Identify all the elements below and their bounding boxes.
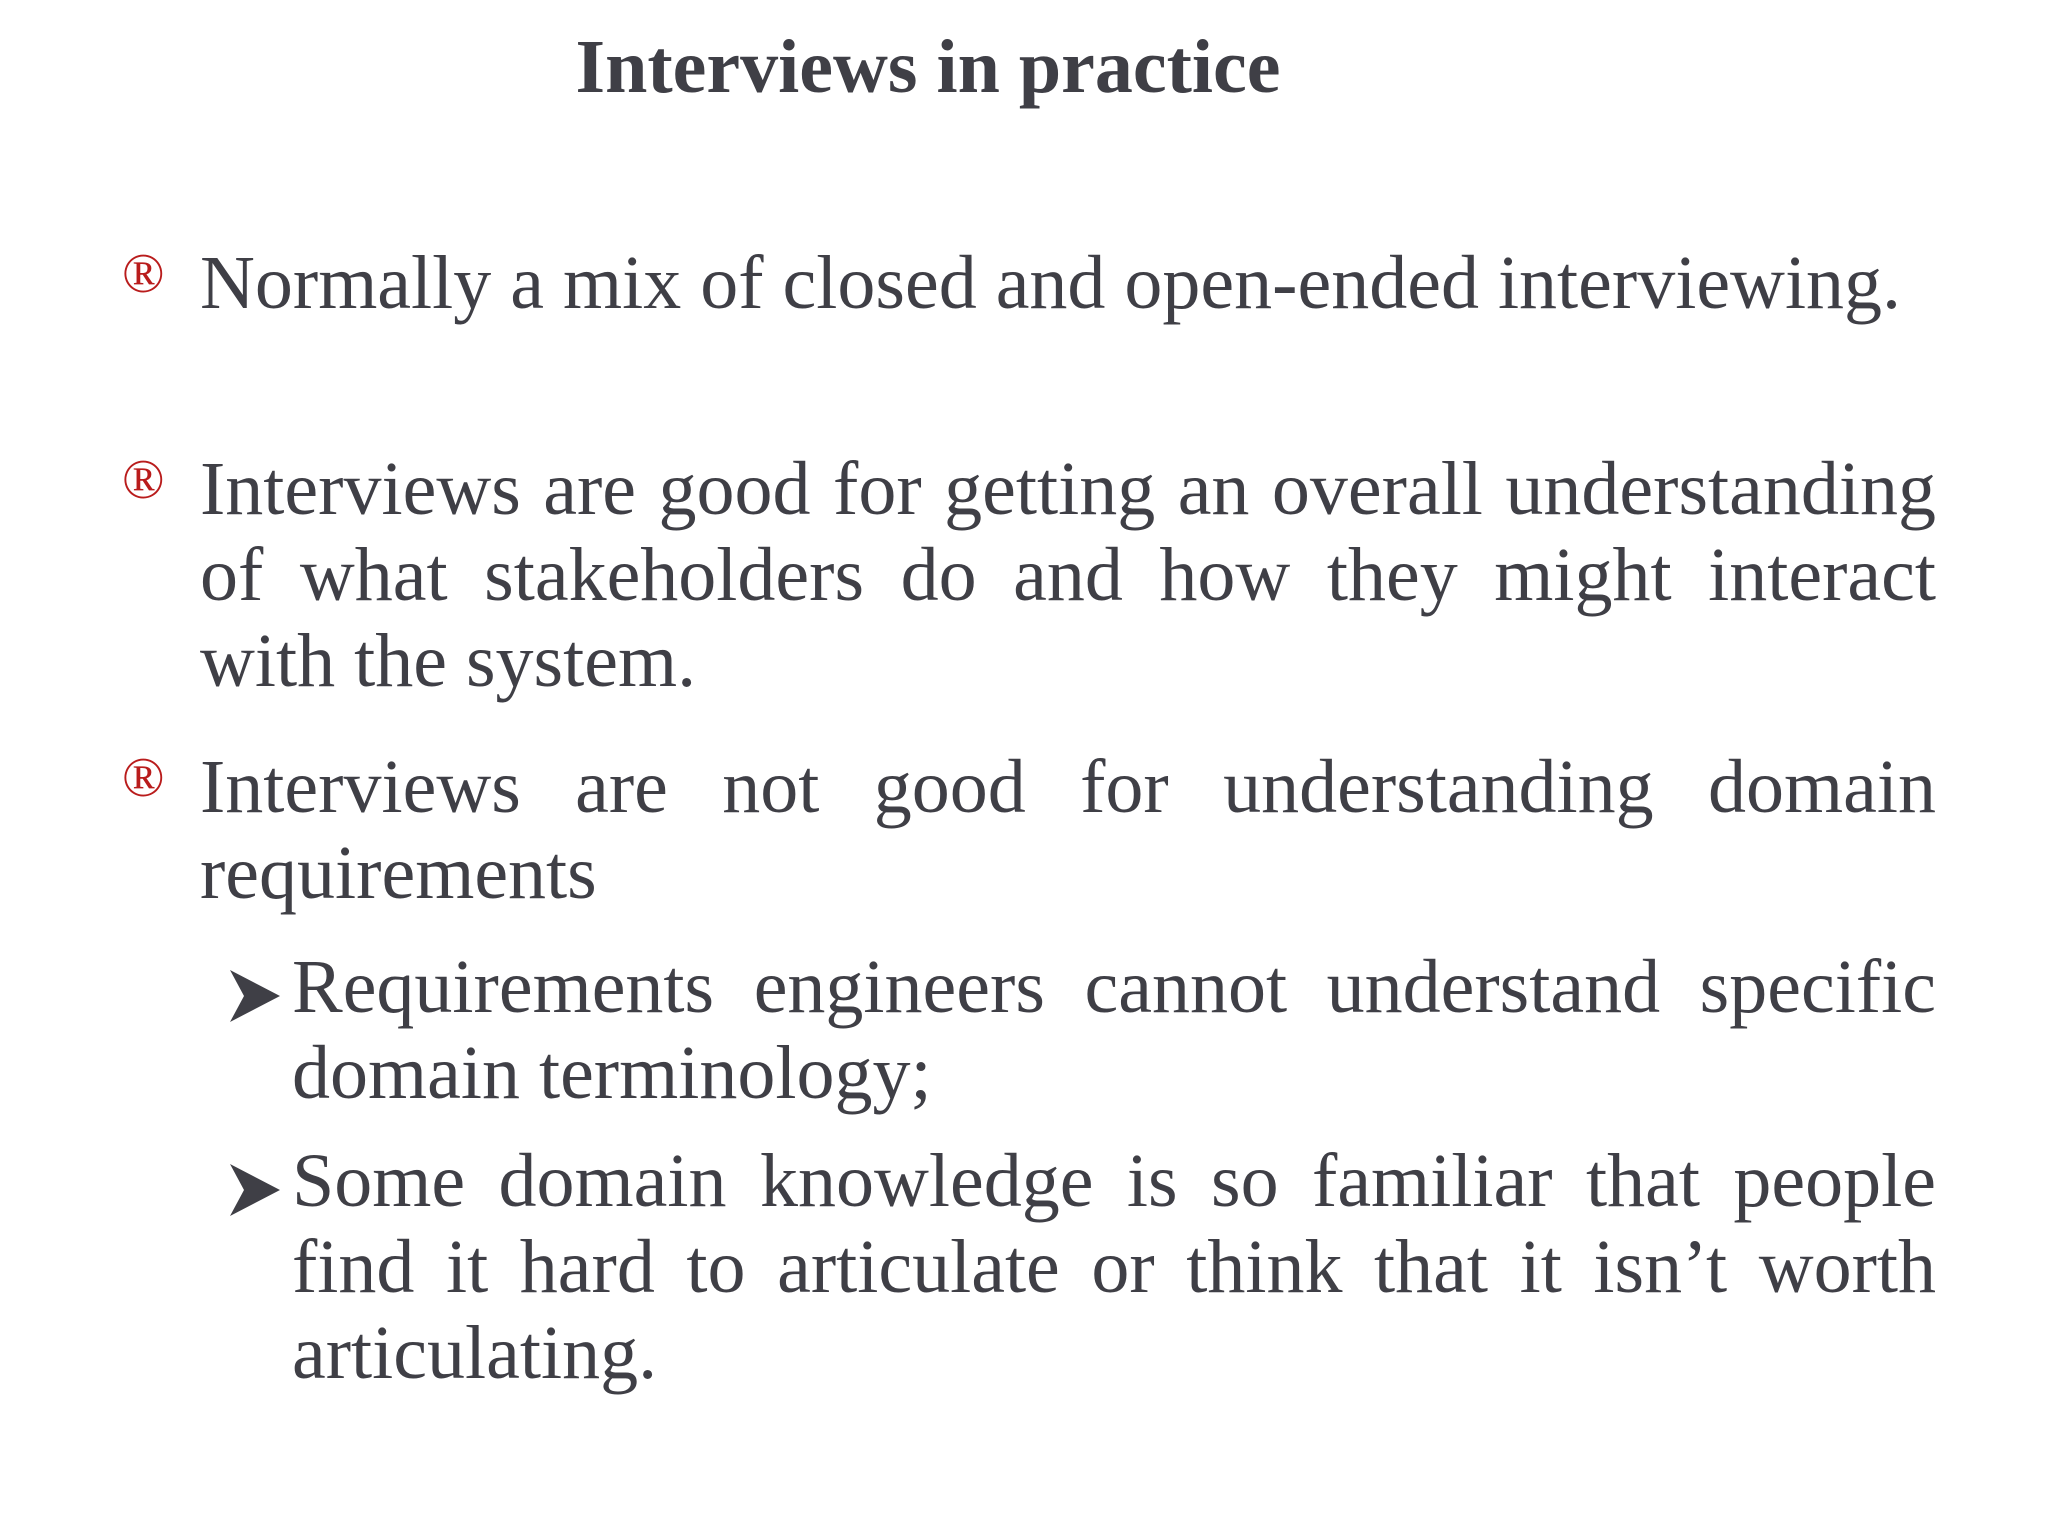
bullet-text: Normally a mix of closed and open-ended interviewing. [200, 241, 1902, 325]
bullet-item [122, 240, 1936, 326]
bullet-text: Interviews are not good for understanding domain requirements [200, 745, 1936, 915]
registered-icon: ® [122, 243, 165, 305]
bullet-text: Interviews are good for getting an overall understanding of what stakeholders do and how they might interact with the system. [200, 447, 1936, 703]
arrow-right-icon [226, 1160, 282, 1216]
arrow-right-icon [226, 966, 282, 1022]
registered-icon: ® [122, 449, 165, 511]
sub-bullet-text: Requirements engineers cannot understand specific domain terminology; [292, 945, 1936, 1115]
registered-icon: ® [122, 747, 165, 809]
slide-title: Interviews in practice [575, 25, 1281, 109]
sub-bullet-text: Some domain knowledge is so familiar that people find it hard to articulate or think that it isn’t worth articulating. [292, 1139, 1936, 1395]
sub-bullet-item [292, 944, 1936, 1116]
sub-bullet-item [292, 1138, 1936, 1396]
bullet-item [122, 744, 1936, 916]
bullet-item [122, 446, 1936, 704]
